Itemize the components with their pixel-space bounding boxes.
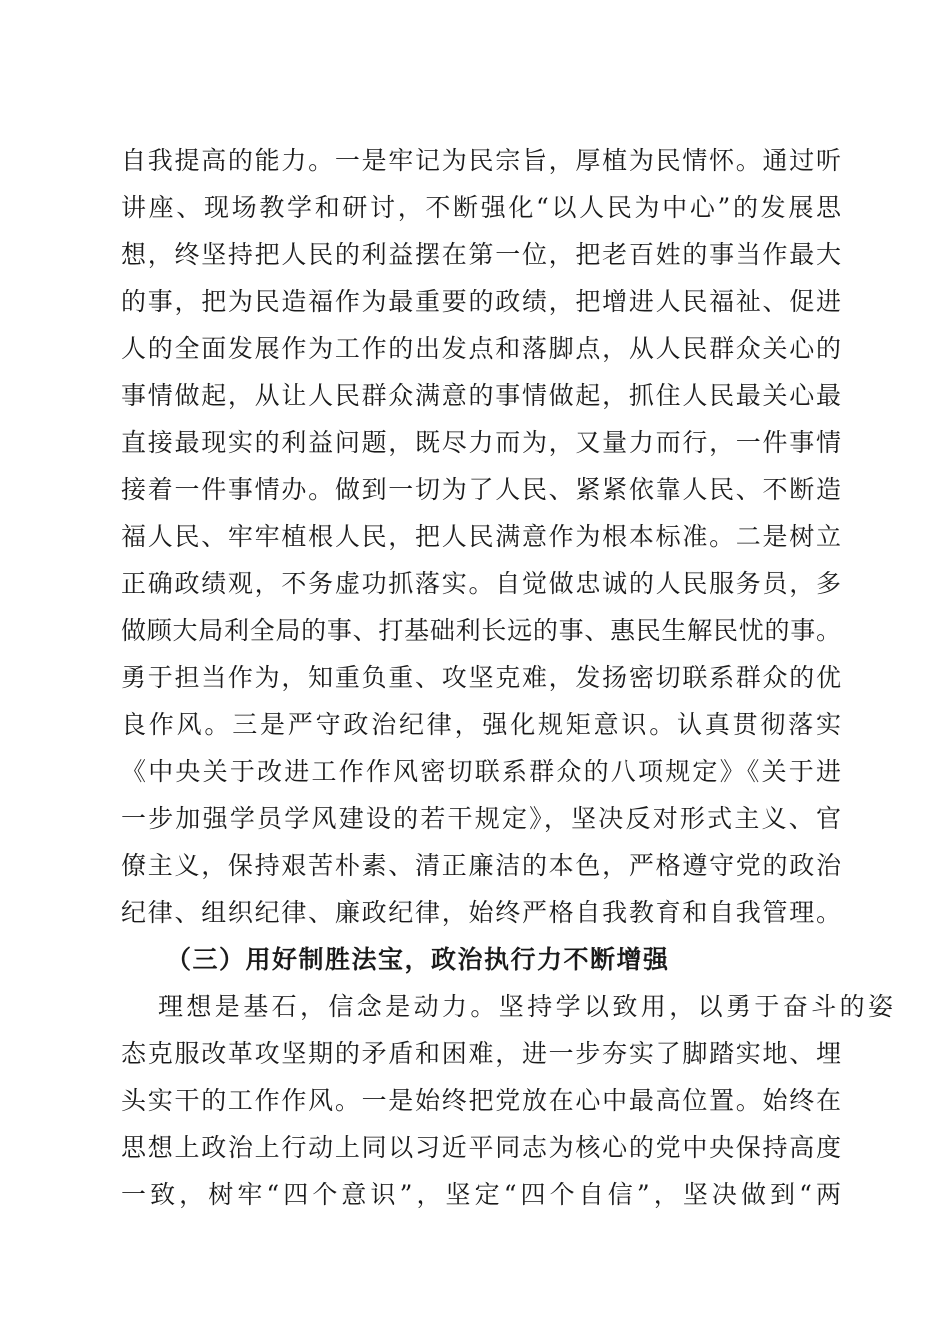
body-text-line: 《中央关于改进工作作风密切联系群众的八项规定》《关于进 — [121, 757, 841, 786]
body-text-line: 僚主义，保持艰苦朴素、清正廉洁的本色，严格遵守党的政治 — [121, 851, 841, 880]
body-text-line: 讲座、现场教学和研讨，不断强化“以人民为中心”的发展思 — [121, 193, 841, 222]
section-heading: （三）用好制胜法宝，政治执行力不断增强 — [166, 945, 670, 974]
body-text-line: 事情做起，从让人民群众满意的事情做起，抓住人民最关心最 — [121, 381, 841, 410]
body-text-line: 自我提高的能力。一是牢记为民宗旨，厚植为民情怀。通过听 — [121, 146, 841, 175]
body-text-line: 福人民、牢牢植根人民，把人民满意作为根本标准。二是树立 — [121, 522, 841, 551]
body-text-line: 做顾大局利全局的事、打基础利长远的事、惠民生解民忧的事。 — [121, 616, 841, 645]
body-text-line: 良作风。三是严守政治纪律，强化规矩意识。认真贯彻落实 — [121, 710, 841, 739]
body-text-line: 接着一件事情办。做到一切为了人民、紧紧依靠人民、不断造 — [121, 475, 841, 504]
body-text-line: 人的全面发展作为工作的出发点和落脚点，从人民群众关心的 — [121, 334, 841, 363]
body-text-line: 勇于担当作为，知重负重、攻坚克难，发扬密切联系群众的优 — [121, 663, 841, 692]
body-text-line: 想，终坚持把人民的利益摆在第一位，把老百姓的事当作最大 — [121, 240, 841, 269]
body-text-line: 一步加强学员学风建设的若干规定》，坚决反对形式主义、官 — [121, 804, 841, 833]
body-text-line: 正确政绩观，不务虚功抓落实。自觉做忠诚的人民服务员，多 — [121, 569, 841, 598]
paragraph-first-line: 理想是基石，信念是动力。坚持学以致用，以勇于奋斗的姿 — [158, 992, 897, 1021]
body-text-line: 一致，树牢“四个意识”，坚定“四个自信”，坚决做到“两 — [121, 1180, 841, 1209]
body-text-line: 头实干的工作作风。一是始终把党放在心中最高位置。始终在 — [121, 1086, 841, 1115]
body-text-line: 思想上政治上行动上同以习近平同志为核心的党中央保持高度 — [121, 1133, 841, 1162]
body-text-line: 直接最现实的利益问题，既尽力而为，又量力而行，一件事情 — [121, 428, 841, 457]
body-text-line: 纪律、组织纪律、廉政纪律，始终严格自我教育和自我管理。 — [121, 898, 841, 927]
body-text-line: 的事，把为民造福作为最重要的政绩，把增进人民福祉、促进 — [121, 287, 841, 316]
body-text-line: 态克服改革攻坚期的矛盾和困难，进一步夯实了脚踏实地、埋 — [121, 1039, 841, 1068]
